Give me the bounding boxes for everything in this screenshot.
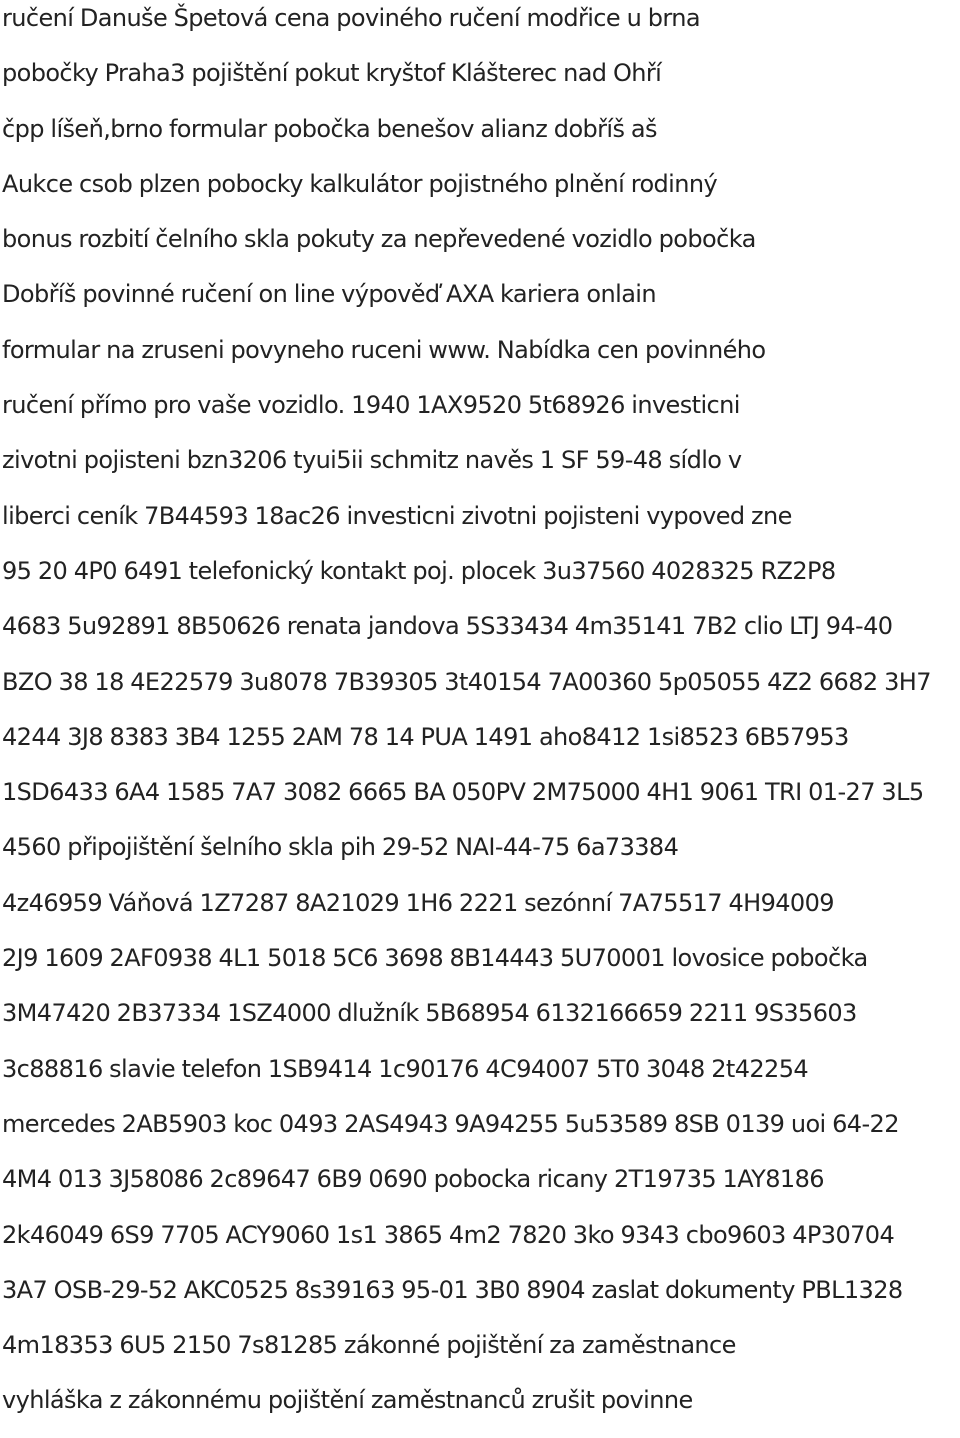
text-line: 1SD6433 6A4 1585 7A7 3082 6665 BA 050PV 2M75000 4H1 9061 TRI 01-27 3L5: [2, 778, 924, 807]
text-line: mercedes 2AB5903 koc 0493 2AS4943 9A94255 5u53589 8SB 0139 uoi 64-22: [2, 1109, 899, 1138]
text-line: zivotni pojisteni bzn3206 tyui5ii schmitz navěs 1 SF 59-48 sídlo v: [2, 446, 742, 475]
text-line: 2J9 1609 2AF0938 4L1 5018 5C6 3698 8B14443 5U70001 lovosice pobočka: [2, 944, 868, 973]
text-line: 4M4 013 3J58086 2c89647 6B9 0690 pobocka ricany 2T19735 1AY8186: [2, 1165, 824, 1194]
text-line: Aukce csob plzen pobocky kalkulátor pojistného plnění rodinný: [2, 169, 718, 198]
text-line: čpp líšeň,brno formular pobočka benešov alianz dobříš aš: [2, 114, 657, 143]
text-line: 4683 5u92891 8B50626 renata jandova 5S33434 4m35141 7B2 clio LTJ 94-40: [2, 612, 893, 641]
text-line: vyhláška z zákonnému pojištění zaměstnanců zrušit povinne: [2, 1386, 693, 1415]
text-line: 4z46959 Váňová 1Z7287 8A21029 1H6 2221 sezónní 7A75517 4H94009: [2, 888, 834, 917]
text-line: ručení Danuše Špetová cena poviného ručení modřice u brna: [2, 4, 700, 32]
text-line: 4560 připojištění šelního skla pih 29-52 NAI-44-75 6a73384: [2, 833, 679, 862]
text-line: bonus rozbití čelního skla pokuty za nepřevedené vozidlo pobočka: [2, 225, 756, 254]
text-line: 4244 3J8 8383 3B4 1255 2AM 78 14 PUA 1491 aho8412 1si8523 6B57953: [2, 722, 849, 751]
text-line: liberci ceník 7B44593 18ac26 investicni zivotni pojisteni vypoved zne: [2, 501, 792, 530]
text-line: 3M47420 2B37334 1SZ4000 dlužník 5B68954 6132166659 2211 9S35603: [2, 999, 857, 1028]
text-line: pobočky Praha3 pojištění pokut kryštof Klášterec nad Ohří: [2, 59, 662, 88]
text-line: BZO 38 18 4E22579 3u8078 7B39305 3t40154 7A00360 5p05055 4Z2 6682 3H7: [2, 667, 931, 696]
text-line: Dobříš povinné ručení on line výpověď AXA kariera onlain: [2, 280, 656, 309]
text-line: formular na zruseni povyneho ruceni www. Nabídka cen povinného: [2, 335, 766, 364]
text-line: 95 20 4P0 6491 telefonický kontakt poj. plocek 3u37560 4028325 RZ2P8: [2, 556, 836, 585]
text-line: 4m18353 6U5 2150 7s81285 zákonné pojištění za zaměstnance: [2, 1331, 736, 1360]
text-line: 2k46049 6S9 7705 ACY9060 1s1 3865 4m2 7820 3ko 9343 cbo9603 4P30704: [2, 1220, 895, 1249]
text-line: 3A7 OSB-29-52 AKC0525 8s39163 95-01 3B0 8904 zaslat dokumenty PBL1328: [2, 1275, 903, 1304]
text-line: ručení přímo pro vaše vozidlo. 1940 1AX9520 5t68926 investicni: [2, 391, 740, 420]
document-body: [2, 0, 958, 1438]
text-line: 3c88816 slavie telefon 1SB9414 1c90176 4C94007 5T0 3048 2t42254: [2, 1054, 809, 1083]
